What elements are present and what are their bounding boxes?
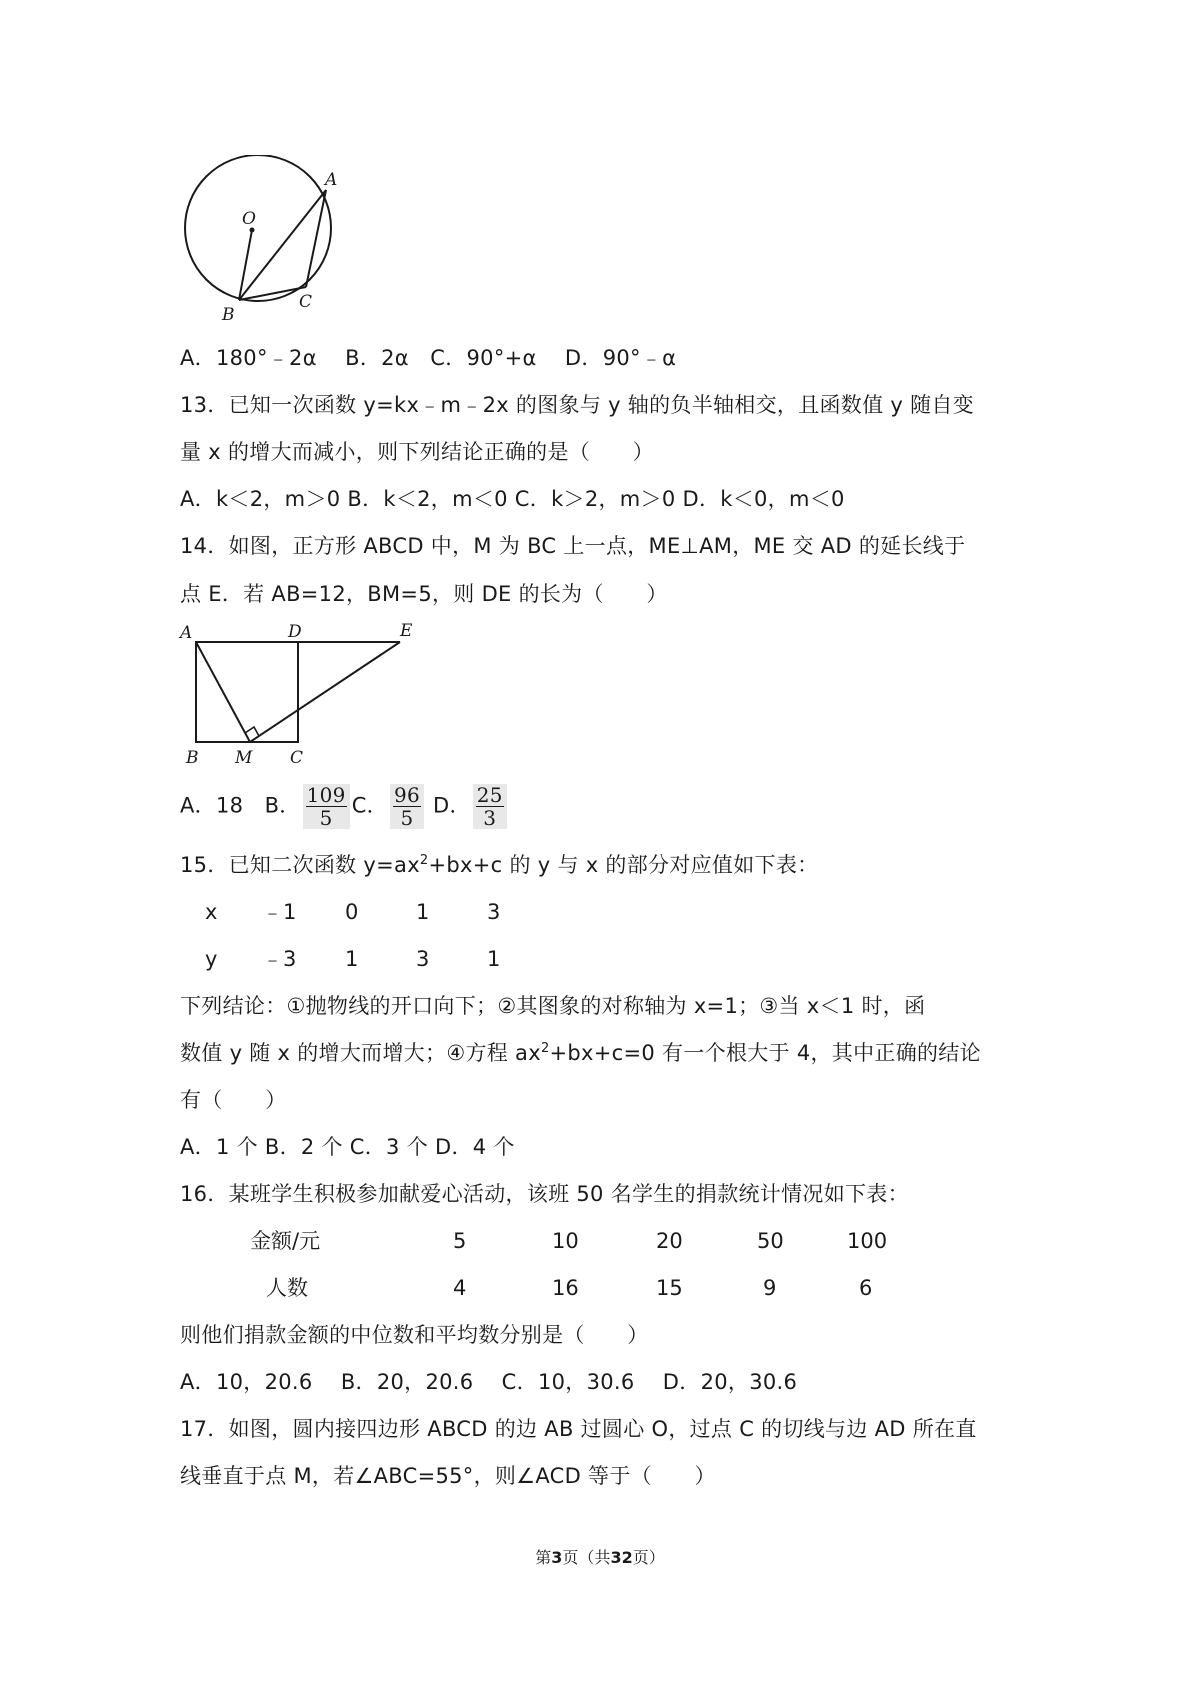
table-cell: 16 [552,1276,579,1300]
q15-conclusions-line2: 数值 y 随 x 的增大而增大；④方程 $ax^2+bx+c=0$ 有一个根大于 4，其中正确的结论 [180,1041,981,1065]
label-a: A [325,170,338,190]
label-a: A [180,623,193,643]
q13-options: A．k＜2，m＞0 B．k＜2，m＜0 C．k＞2，m＞0 D．k＜0，m＜0 [180,487,845,511]
page-total: 32 [610,1548,633,1567]
q14-fraction-d: $\frac{25}{3}$ [473,784,507,829]
q14-option-d: D． [433,793,471,818]
q16-stem: 16．某班学生积极参加献爱心活动，该班 50 名学生的捐款统计情况如下表： [180,1182,909,1206]
label-c: C [299,292,313,312]
label-e: E [400,621,413,641]
label-b: B [222,305,235,325]
page-number: 3 [551,1548,563,1567]
table-cell: ﹣1 [262,900,297,924]
table-cell: 9 [763,1276,777,1300]
label-b: B [186,748,199,768]
q14-options [180,784,509,829]
table-x-label: x [205,900,218,924]
table-cell: 3 [487,900,501,924]
table-y-label: y [205,947,218,971]
label-o: O [242,209,256,229]
q15-conclusions-line1: 下列结论：①抛物线的开口向下；②其图象的对称轴为 x=1；③当 x＜1 时，函 [180,994,926,1018]
label-m: M [235,748,253,768]
table-cell: 20 [656,1229,683,1253]
label-d: D [288,622,302,642]
table-cell: 1 [487,947,501,971]
q14-fraction-c: $\frac{96}{5}$ [390,784,424,829]
q14-option-c: C． [351,793,388,818]
q14-stem-line1: 14．如图，正方形 ABCD 中，M 为 BC 上一点，ME⊥AM，ME 交 AD 的延长线于 [180,534,966,558]
q17-stem-line2: 线垂直于点 M，若∠ABC=55°，则∠ACD 等于（ ） [180,1464,716,1488]
table-row2-label: 人数 [266,1276,308,1300]
q15-options: A．1 个 B．2 个 C．3 个 D．4 个 [180,1135,515,1159]
table-cell: 50 [757,1229,784,1253]
table-cell: ﹣3 [262,947,297,971]
q17-stem-line1: 17．如图，圆内接四边形 ABCD 的边 AB 过圆心 O，过点 C 的切线与边 AD 所在直 [180,1417,977,1441]
table-cell: 100 [847,1229,888,1253]
table-cell: 1 [345,947,359,971]
label-c: C [290,748,304,768]
q12-options: A．180°﹣2α B．2α C．90°+α D．90°﹣α [180,346,677,370]
page-footer: 第3页（共32页） [535,1548,665,1567]
q14-fraction-b: $\frac{109}{5}$ [303,784,350,829]
table-cell: 4 [453,1276,467,1300]
table-cell: 3 [416,947,430,971]
table-cell: 6 [859,1276,873,1300]
q14-option-a: A．18 B． [180,793,301,818]
q13-stem-line2: 量 x 的增大而减小，则下列结论正确的是（ ） [180,440,654,464]
table-cell: 5 [453,1229,467,1253]
q15-stem: 15．已知二次函数 $y=ax^2+bx+c$ 的 y 与 x 的部分对应值如下表： [180,853,819,877]
figure-q12-circle [178,155,343,325]
q16-question: 则他们捐款金额的中位数和平均数分别是（ ） [180,1323,649,1347]
q15-conclusions-line3: 有（ ） [180,1088,287,1112]
q13-stem-line1: 13．已知一次函数 y=kx﹣m﹣2x 的图象与 y 轴的负半轴相交，且函数值 y 随自变 [180,393,974,417]
table-cell: 10 [552,1229,579,1253]
table-cell: 0 [345,900,359,924]
table-cell: 15 [656,1276,683,1300]
figure-q14-square [178,620,418,770]
table-row1-label: 金额/元 [250,1229,321,1253]
q16-options: A．10，20.6 B．20，20.6 C．10，30.6 D．20，30.6 [180,1370,798,1394]
q14-stem-line2: 点 E．若 AB=12，BM=5，则 DE 的长为（ ） [180,582,668,606]
table-cell: 1 [416,900,430,924]
